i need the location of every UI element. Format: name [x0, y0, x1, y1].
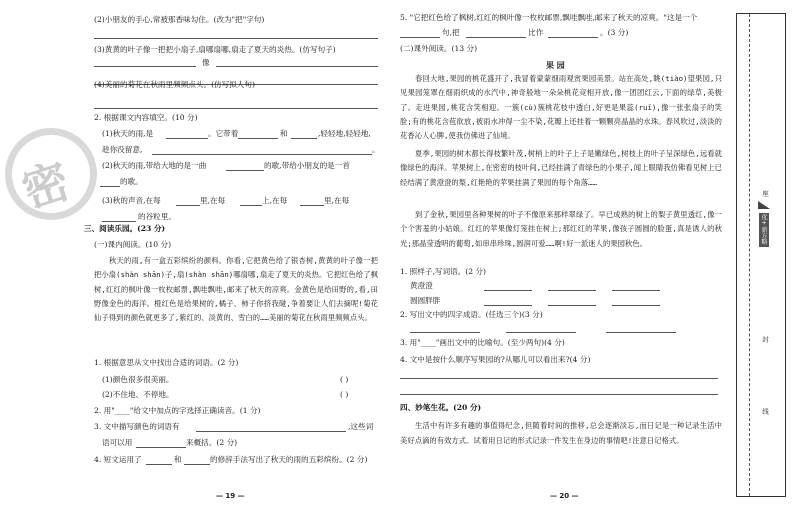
read-question-1b: (2)不住地、不停地。: [102, 390, 174, 399]
fill-text: ,这些词: [348, 422, 374, 431]
answer-line[interactable]: [94, 108, 378, 109]
blank[interactable]: [606, 332, 676, 333]
section-3-title: 三、阅读乐园。(23 分): [84, 224, 166, 233]
question-4-personification: (4)美丽的菊花在秋雨里频频点头。(仿写拟人句): [94, 80, 255, 89]
fill-text: 。它带着: [208, 129, 239, 138]
read-question-1: 1. 根据意思从文中找出合适的词语。(2 分): [94, 358, 239, 367]
fill-text: 和: [280, 129, 288, 138]
fill-text: (3)秋的声音,在每: [102, 196, 161, 205]
fill-text: (2)秋天的雨,带给大地的是一曲: [102, 161, 207, 170]
blank[interactable]: [100, 186, 120, 187]
blank[interactable]: [612, 290, 660, 291]
seal-stamp-text: 密: [15, 153, 77, 219]
read-question-1a: (1)颜色很多很美丽。: [102, 375, 174, 384]
fill-text: 的歌。: [120, 177, 143, 186]
fill-text: 。(3 分): [600, 28, 629, 37]
page-number: — 20 —: [550, 492, 579, 500]
strip-label-mid: 封: [761, 336, 769, 343]
binding-strip: [736, 13, 786, 497]
section-2-title: 2. 根据课文内容填空。(10 分): [94, 113, 198, 122]
fill-text: 和: [174, 455, 182, 464]
page-19: [0, 0, 382, 513]
blank[interactable]: [400, 37, 440, 38]
question-3-imitate: (3)黄黄的叶子像一把把小扇子,扇哪扇哪,扇走了夏天的炎热。(仿写句子): [94, 45, 336, 54]
blank[interactable]: [548, 305, 596, 306]
blank[interactable]: [410, 332, 480, 333]
fill-text: 的谷粒里。: [138, 212, 176, 221]
fill-text: 来概括。(2 分): [186, 438, 238, 447]
blank[interactable]: [152, 154, 372, 155]
fill-text: 的歌,带给小朋友的是一首: [264, 161, 350, 170]
blank[interactable]: [506, 332, 576, 333]
blank[interactable]: [300, 205, 324, 206]
fill-text: 。: [372, 145, 380, 154]
blank[interactable]: [136, 447, 186, 448]
comp-question-2: 2. 写出文中的四字成语。(任选三个)(3 分): [400, 310, 543, 319]
fill-text: 的修辞手法写出了秋天的雨的五彩缤纷。(2 分): [210, 455, 368, 464]
fill-text: 里,在每: [200, 196, 226, 205]
fill-text: 语可以用: [102, 438, 133, 447]
question-2-change-sentence: (2)小朋友的手心,常被那香味勾住。(改为"把"字句): [94, 15, 265, 24]
read-question-3: 3. 文中描写颜色的词语有: [94, 422, 180, 431]
page-number: — 19 —: [216, 492, 245, 500]
blank[interactable]: [226, 170, 264, 171]
fill-text: 趁你没留意,: [102, 145, 143, 154]
blank[interactable]: [102, 221, 136, 222]
section-2-title: (二)课外阅读。(13 分): [400, 44, 478, 53]
comp-question-3: 3. 用"____"画出文中的比喻句。(至少两句)(4 分): [400, 338, 565, 347]
blank[interactable]: [238, 138, 278, 139]
fill-text: 里,在每: [324, 196, 350, 205]
strip-label-top: 座: [761, 190, 769, 197]
blank[interactable]: [612, 305, 660, 306]
blank[interactable]: [166, 138, 208, 139]
fill-text: ,轻轻地,轻轻地,: [318, 129, 371, 138]
blank[interactable]: [548, 37, 598, 38]
blank[interactable]: [176, 205, 200, 206]
answer-bracket[interactable]: ( ): [340, 390, 349, 399]
blank[interactable]: [466, 37, 526, 38]
blank[interactable]: [146, 464, 172, 465]
comp-question-4: 4. 文中是按什么顺序写果园的?从哪儿可以看出来?(4 分): [400, 355, 591, 364]
essay-prompt: 生活中有许多有趣的事值得纪念,但随着时间的推移,总会逐渐淡忘,而日记是一种记录生活中美好点滴的有效方式。试着用日记的形式记录一件发生在身边的事情吧!注意日记格式。: [400, 421, 722, 445]
example-word-1: 黄澄澄: [410, 281, 433, 290]
blank[interactable]: [184, 464, 210, 465]
section-3-1-title: (一)课内阅读。(10 分): [94, 240, 172, 249]
blank[interactable]: [548, 290, 596, 291]
page-20: [396, 0, 724, 513]
blank[interactable]: [240, 205, 262, 206]
cut-line: [749, 14, 750, 496]
read-question-2: 2. 用"____"给文中加点的字选择正确读音。(1 分): [94, 406, 261, 415]
section-4-title: 四、妙笔生花。(20 分): [400, 403, 482, 412]
reading-passage: 秋天的雨,有一盒五彩缤纷的颜料。你看,它把黄色给了银杏树,黄黄的叶子像一把把小扇(shàn shān)子,扇(shàn shān)哪扇哪,扇走了夏天的炎热。它把红色给了枫树,红红的枫叶像一枚枚邮票,飘哇飘哇,邮来了秋天的凉爽。金黄色是给田野的,看,田野像金色的海洋。橙红色是给果树的,橘子、柿子你挤我碰,争着要让人们去摘呢!菊花仙子得到的颜色就更多了,紫红的、淡黄的、雪白的……美丽的菊花在秋雨里频频点头。: [94, 256, 378, 323]
answer-bracket[interactable]: ( ): [340, 375, 349, 384]
passage-title: 果 园: [546, 60, 565, 70]
answer-line[interactable]: [400, 394, 718, 395]
blank[interactable]: [484, 305, 532, 306]
fill-text: (1)秋天的雨,是: [102, 129, 154, 138]
passage-paragraph-3: 到了金秋,果园里各种果树的叶子不像原来那样翠绿了。早已成熟的树上的梨子黄里透红,像一个个害羞的小姑娘。红红的苹果像灯笼挂在树上;那红红的苹果,像孩子圆圆的脸蛋,真是诱人的秋光;那晶莹透明的葡萄,如串串珍珠,圆润可爱……啊!好一派迷人的果园秋色。: [400, 210, 722, 248]
answer-line[interactable]: [94, 66, 196, 67]
answer-line[interactable]: [94, 38, 378, 39]
answer-line[interactable]: [400, 378, 718, 379]
brand-text: 优+ 新方略: [760, 214, 767, 245]
passage-paragraph-2: 夏季,果园的树木都长得枝繁叶茂,树梢上的叶子上子是嫩绿色,树枝上的叶子呈深绿色,远看就像绿色的海洋。苹果树上,在密密的枝叶间,已经挂满了青绿色的小果子,闻上眼睛我仿佛看见树上已经结满了黄澄澄的梨,红艳艳的苹果挂满了果园的每个角落……: [400, 149, 722, 187]
passage-paragraph-1: 春回大地,果园的桃花盛开了,我冒着蒙蒙细雨观赏果园美景。站在高处,眺(tiào)望果园,只见果园笼罩在细雨织成的水汽中,神奇般地一朵朵桃花竞相开放,像一团团红云,下面的绿草,美极了。走进果园,桃花含笑相迎。一簇(cù)簇桃花枝中透白,好更是果蕊(ruǐ),像一张张扇子的笑脸;有的桃花含苞欲放,被雨水冲得一尘不染,花瓣上还挂着一颗颗亮晶晶的水珠。春风吹过,淡淡的花香沁人心脾,使我仿佛进了仙境。: [400, 74, 722, 141]
fill-word-xiang: 像: [202, 58, 210, 67]
blank[interactable]: [291, 138, 317, 139]
fill-text: 上,在每: [262, 196, 288, 205]
answer-line[interactable]: [216, 66, 378, 67]
blank[interactable]: [484, 290, 532, 291]
question-5: 5. "它把红色给了枫树,红红的枫叶像一枚枚邮票,飘哇飘哇,邮来了秋天的凉爽。"这是一个: [400, 13, 698, 22]
fill-text: 比作: [528, 28, 544, 37]
read-question-4: 4. 短文运用了: [94, 455, 142, 464]
comp-question-1: 1. 照样子,写词语。(2 分): [400, 267, 486, 276]
fill-text: 句,把: [442, 28, 460, 37]
strip-label-bot: 线: [761, 408, 769, 415]
example-word-2: 圆圆胖胖: [410, 296, 441, 305]
blank[interactable]: [196, 431, 346, 432]
